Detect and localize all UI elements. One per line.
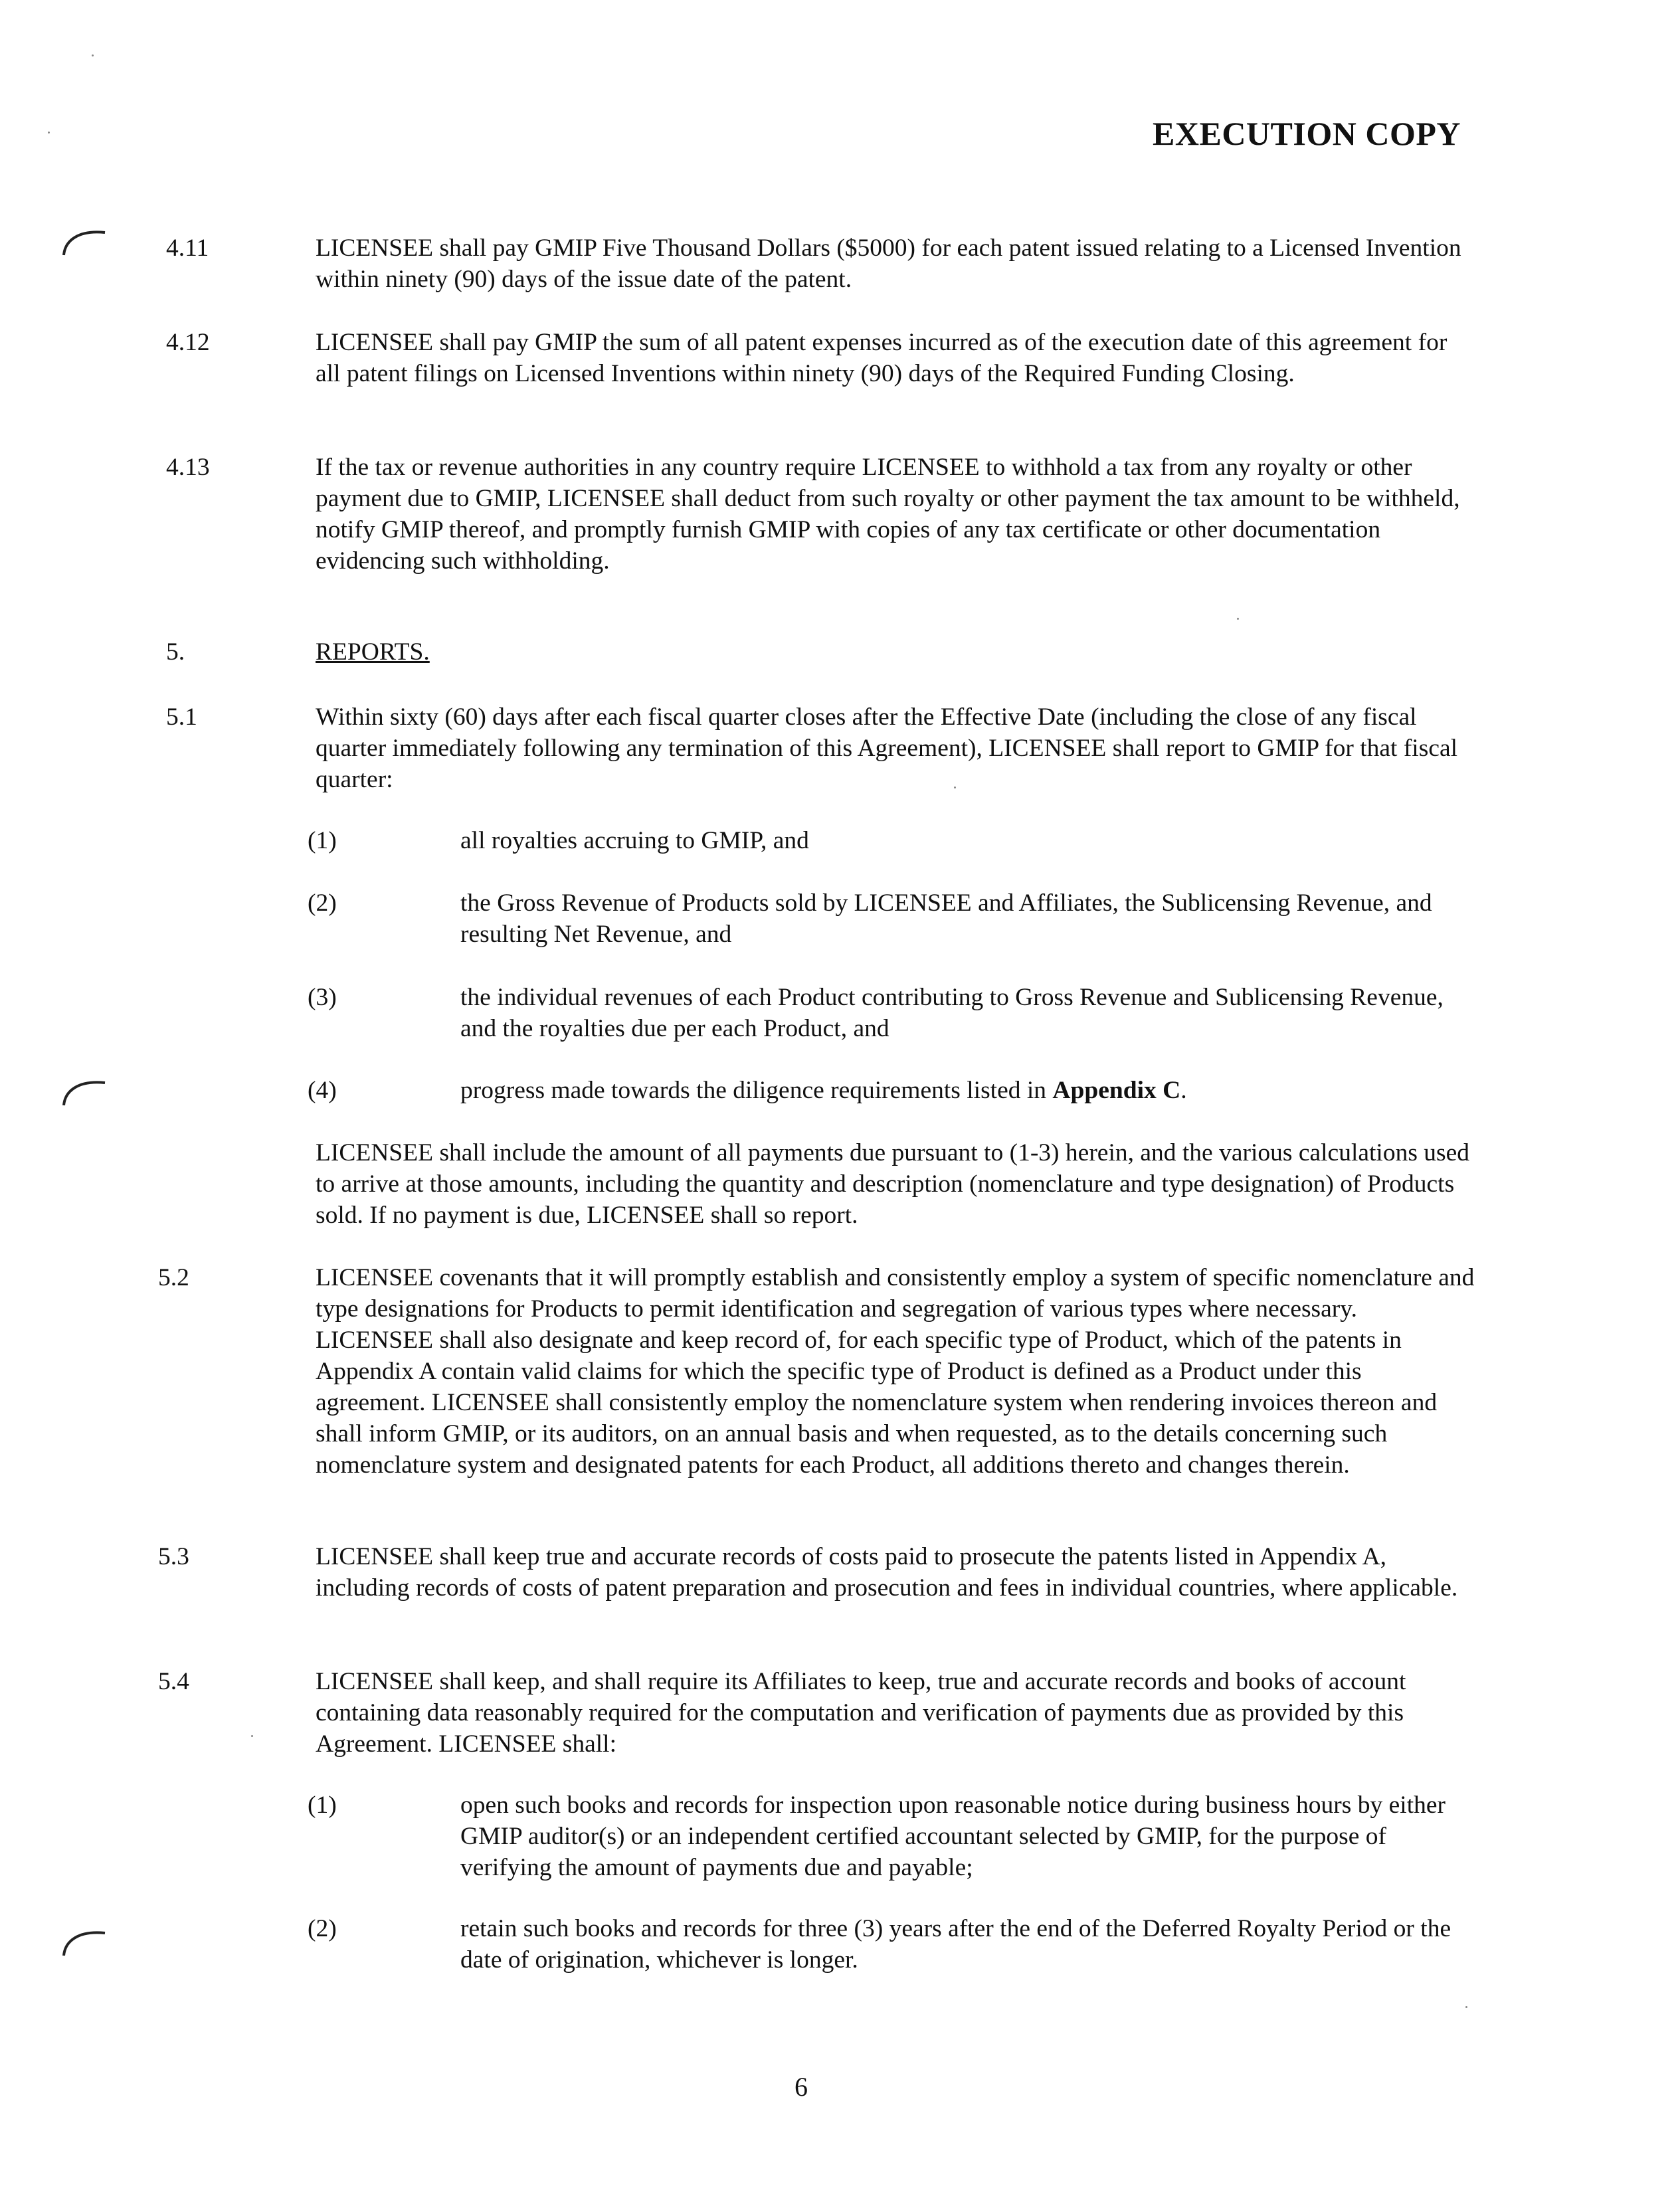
list-item-suffix: . (1180, 1077, 1187, 1104)
clause-number-4-13: 4.13 (166, 454, 210, 481)
scan-speck (251, 1735, 253, 1737)
clause-text-4-11: LICENSEE shall pay GMIP Five Thousand Dollars ($5000) for each patent issued relating to a Licensed Invention within ninety (90) days of the issue date of the patent. (316, 234, 1461, 293)
list-item-text (460, 1075, 1480, 1106)
list-item-body: progress made towards the diligence requirements listed in (460, 1077, 1047, 1104)
clause-text-5-2: LICENSEE covenants that it will promptly establish and consistently employ a system of specific nomenclature and type designations for Products to permit identification and segregation of various types where necessary. LICENSEE shall also designate and keep record of, for each specific type of Product, which of the patents in Appendix A contain valid claims for which the specific type of Product is defined as a Product under this agreement. LICENSEE shall consistently employ the nomenclature system when rendering invoices thereon and shall inform GMIP, or its auditors, on an annual basis and when requested, as to the details concerning such nomenclature system and designated patents for each Product, all additions thereto and changes therein. (316, 1264, 1475, 1479)
clause-number-4-12: 4.12 (166, 329, 210, 356)
clause-text-5-4: LICENSEE shall keep, and shall require its Affiliates to keep, true and accurate records and books of account containing data reasonably required for the computation and verification of payments due as provided by this Agreement. LICENSEE shall: (316, 1668, 1406, 1758)
list-item-number: (1) (308, 1792, 337, 1819)
page-number: 6 (794, 2072, 808, 2102)
section-title-reports: REPORTS. (316, 638, 430, 666)
appendix-c-reference: Appendix C (1052, 1077, 1181, 1104)
clause-text-5-3: LICENSEE shall keep true and accurate records of costs paid to prosecute the patents listed in Appendix A, including records of costs of patent preparation and prosecution and fees in individual countries, where applicable. (316, 1543, 1458, 1602)
clause-number-5-2: 5.2 (158, 1264, 189, 1291)
list-item-number: (2) (308, 889, 337, 917)
list-item-text: the individual revenues of each Product contributing to Gross Revenue and Sublicensing Revenue, and the royalties due per each Product, and (460, 984, 1444, 1042)
list-item-number: (4) (308, 1077, 337, 1104)
list-item-text: retain such books and records for three (3) years after the end of the Deferred Royalty Period or the date of origination, whichever is longer. (460, 1915, 1451, 1974)
list-item-number: (2) (308, 1915, 337, 1942)
clause-closing-5-1: LICENSEE shall include the amount of all payments due pursuant to (1-3) herein, and the various calculations used to arrive at those amounts, including the quantity and description (nomenclature and type designation) of Products sold. If no payment is due, LICENSEE shall so report. (316, 1139, 1470, 1229)
clause-text-4-13: If the tax or revenue authorities in any country require LICENSEE to withhold a tax from any royalty or other payment due to GMIP, LICENSEE shall deduct from such royalty or other payment the tax amount to be withheld, notify GMIP thereof, and promptly furnish GMIP with copies of any tax certificate or other documentation evidencing such withholding. (316, 454, 1460, 575)
section-number-5: 5. (166, 638, 185, 666)
punch-hole-mark (58, 1926, 112, 1958)
punch-hole-mark (58, 226, 112, 258)
clause-number-4-11: 4.11 (166, 234, 209, 262)
list-item-number: (3) (308, 984, 337, 1011)
punch-hole-mark (58, 1076, 112, 1108)
execution-copy-header: EXECUTION COPY (1153, 115, 1461, 152)
list-item-number: (1) (308, 827, 337, 854)
scan-speck (92, 54, 94, 56)
clause-text-5-1: Within sixty (60) days after each fiscal quarter closes after the Effective Date (including the close of any fiscal quarter immediately following any termination of this Agreement), LICENSEE shall report to GMIP for that fiscal quarter: (316, 703, 1458, 793)
clause-number-5-3: 5.3 (158, 1543, 189, 1570)
scan-speck (1237, 618, 1239, 620)
list-item-text: all royalties accruing to GMIP, and (460, 827, 809, 854)
list-item-text: the Gross Revenue of Products sold by LICENSEE and Affiliates, the Sublicensing Revenue, and resulting Net Revenue, and (460, 889, 1432, 948)
list-item-text: open such books and records for inspection upon reasonable notice during business hours by either GMIP auditor(s) or an independent certified accountant selected by GMIP, for the purpose of verifying the amount of payments due and payable; (460, 1792, 1446, 1881)
scan-speck (1465, 2006, 1467, 2008)
clause-number-5-4: 5.4 (158, 1668, 189, 1695)
scan-speck (48, 132, 50, 134)
clause-text-4-12: LICENSEE shall pay GMIP the sum of all patent expenses incurred as of the execution date of this agreement for all patent filings on Licensed Inventions within ninety (90) days of the Required Funding Closing. (316, 329, 1447, 387)
clause-number-5-1: 5.1 (166, 703, 197, 731)
